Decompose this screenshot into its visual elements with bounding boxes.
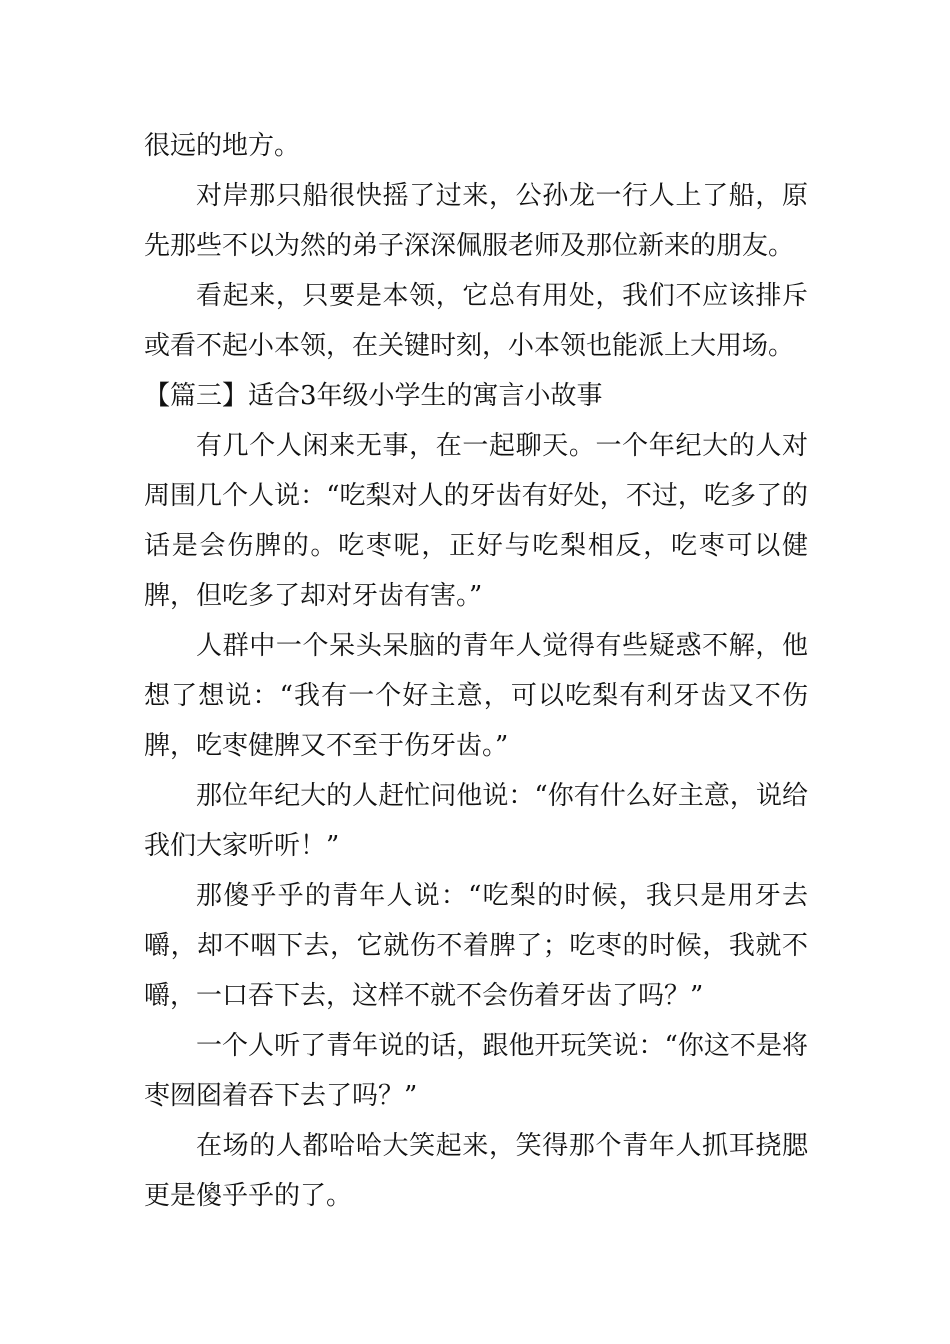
section-heading: 【篇三】适合3年级小学生的寓言小故事 [144,381,603,411]
paragraph-young-man: 人群中一个呆头呆脑的青年人觉得有些疑惑不解，他想了想说：“我有一个好主意，可以吃梨有利牙齿又不伤脾，吃枣健脾又不至于伤牙齿。” [144,631,808,761]
paragraph-ending: 在场的人都哈哈大笑起来，笑得那个青年人抓耳挠腮更是傻乎乎的了。 [144,1131,808,1211]
paragraph-idea: 那傻乎乎的青年人说：“吃梨的时候，我只是用牙去嚼，却不咽下去，它就伤不着脾了；吃枣的时候，我就不嚼，一口吞下去，这样不就不会伤着牙齿了吗？” [144,881,808,1011]
document-page [144,121,808,1221]
paragraph-boat: 对岸那只船很快摇了过来，公孙龙一行人上了船，原先那些不以为然的弟子深深佩服老师及那位新来的朋友。 [144,181,808,261]
paragraph-elder-asks: 那位年纪大的人赶忙问他说：“你有什么好主意，说给我们大家听听！” [144,781,808,861]
paragraph-joke: 一个人听了青年说的话，跟他开玩笑说：“你这不是将枣囫囵着吞下去了吗？” [144,1031,808,1111]
paragraph-chat: 有几个人闲来无事，在一起聊天。一个年纪大的人对周围几个人说：“吃梨对人的牙齿有好处，不过，吃多了的话是会伤脾的。吃枣呢，正好与吃梨相反，吃枣可以健脾，但吃多了却对牙齿有害。” [144,431,808,611]
paragraph-moral: 看起来，只要是本领，它总有用处，我们不应该排斥或看不起小本领，在关键时刻，小本领也能派上大用场。 [144,281,808,361]
paragraph-continuation: 很远的地方。 [144,131,301,161]
